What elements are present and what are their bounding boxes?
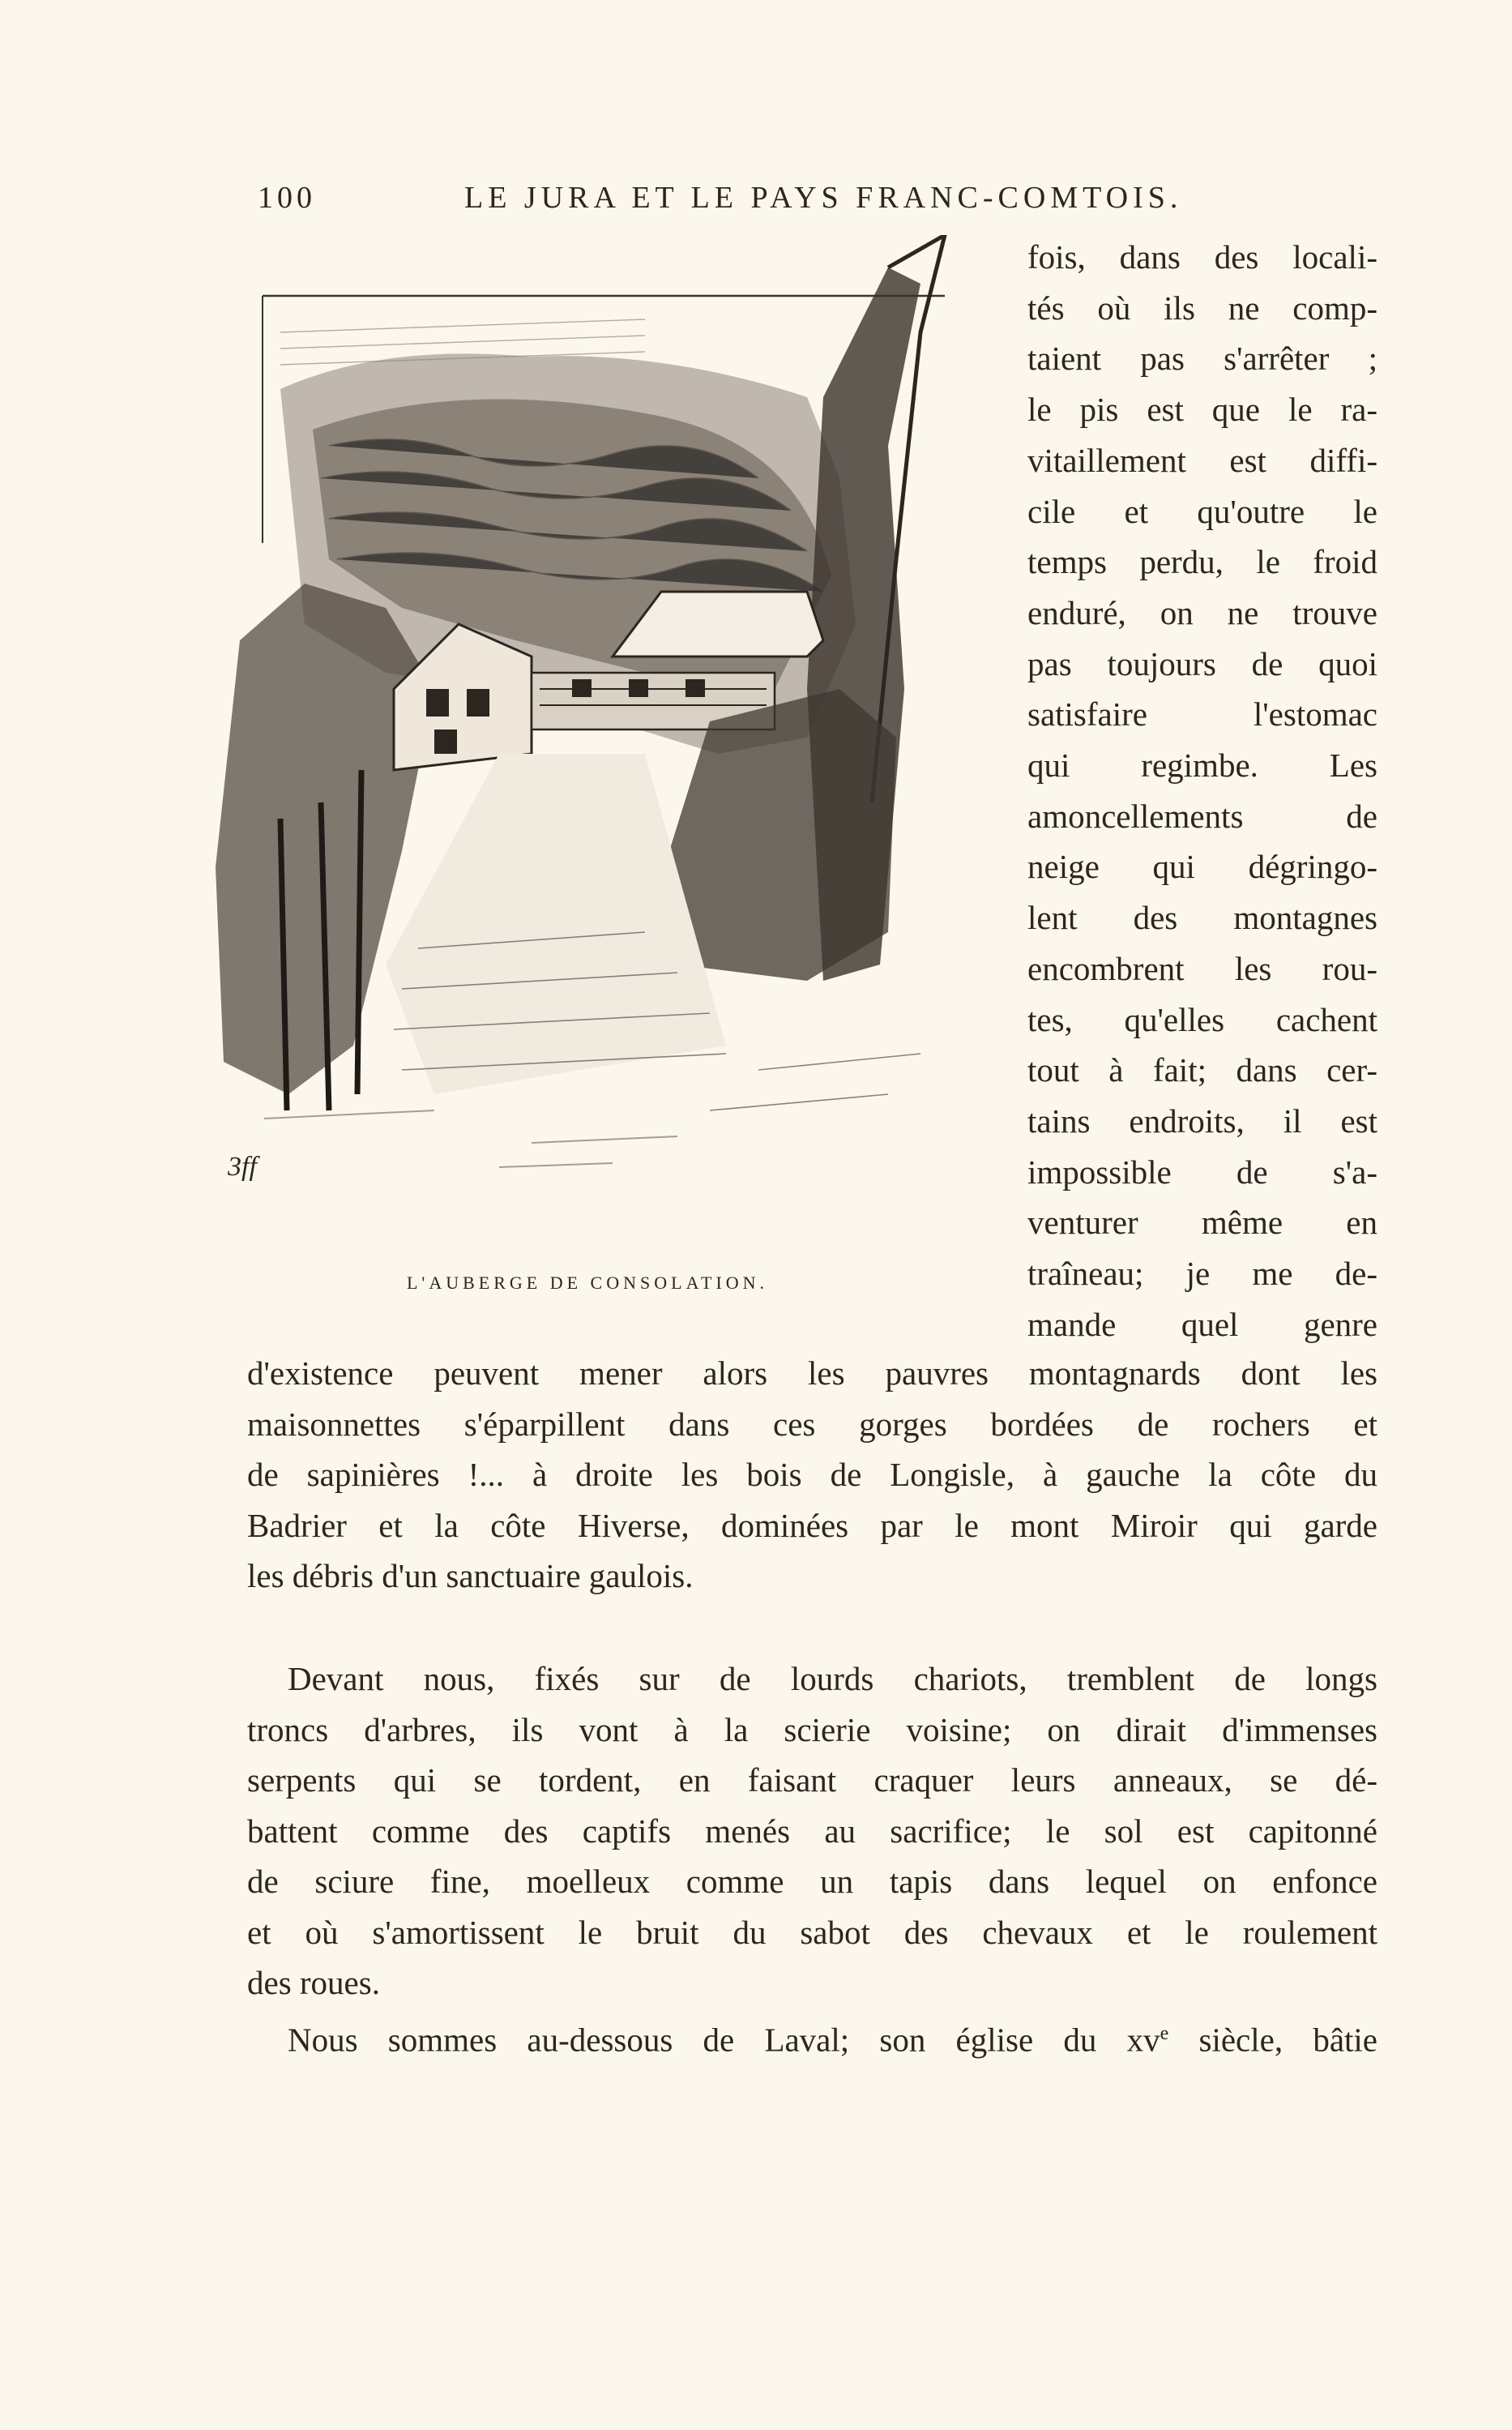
page-number: 100 [258,181,316,215]
text-line: mande quel genre [1027,1305,1377,1343]
text-after-superscript: siècle, bâtie [1168,2021,1377,2059]
text-line: lent des montagnes [1027,899,1377,937]
column-text [1027,232,1377,1350]
text-line: tains endroits, il est [1027,1102,1377,1140]
text-line: maisonnettes s'éparpillent dans ces gorges bordées de rochers et [247,1405,1377,1443]
text-line: taient pas s'arrêter ; [1027,340,1377,378]
illustration-caption: L'AUBERGE DE CONSOLATION. [406,1273,769,1293]
text-line: tés où ils ne comp- [1027,289,1377,327]
text-before-superscript: Nous sommes au-dessous de Laval; son église du xv [288,2021,1160,2059]
text-line: impossible de s'a- [1027,1153,1377,1191]
text-line: satisfaire l'estomac [1027,695,1377,734]
text-line: venturer même en [1027,1204,1377,1242]
artist-signature: 3ff [228,1152,257,1182]
text-line: traîneau; je me de- [1027,1255,1377,1293]
text-line: et où s'amortissent le bruit du sabot des chevaux et le roulement [247,1913,1377,1951]
text-line: de sapinières !... à droite les bois de Longisle, à gauche la côte du [247,1456,1377,1493]
running-head [258,180,1376,225]
paragraph-1 [247,1348,1377,1602]
text-line [247,2009,1377,2065]
text-line: enduré, on ne trouve [1027,593,1377,631]
text-line: les débris d'un sanctuaire gaulois. [247,1557,694,1594]
text-line: amoncellements de [1027,797,1377,835]
text-line: le pis est que le ra- [1027,391,1377,429]
text-line: vitaillement est diffi- [1027,441,1377,479]
text-line: des roues. [247,1964,380,2001]
text-line: pas toujours de quoi [1027,644,1377,682]
text-line: encombrent les rou- [1027,949,1377,987]
text-line: serpents qui se tordent, en faisant craquer leurs anneaux, se dé- [247,1761,1377,1799]
paragraph-3 [247,2009,1377,2065]
superscript: e [1160,2023,1169,2044]
text-line: cile et qu'outre le [1027,492,1377,530]
text-line: Devant nous, fixés sur de lourds chariots, tremblent de longs [288,1660,1377,1697]
text-line: fois, dans des locali- [1027,238,1377,276]
text-line: tes, qu'elles cachent [1027,1000,1377,1038]
paragraph-2 [247,1654,1377,2009]
text-line: d'existence peuvent mener alors les pauvres montagnards dont les [247,1354,1377,1392]
text-line: de sciure fine, moelleux comme un tapis dans lequel on enfonce [247,1863,1377,1900]
text-line: neige qui dégringo- [1027,848,1377,886]
text-line: temps perdu, le froid [1027,543,1377,581]
text-line: tout à fait; dans cer- [1027,1051,1377,1089]
engraving-illustration [191,235,1002,1256]
text-line: qui regimbe. Les [1027,747,1377,785]
running-title: LE JURA ET LE PAYS FRANC-COMTOIS. [464,181,1183,215]
text-line: troncs d'arbres, ils vont à la scierie voisine; on dirait d'immenses [247,1710,1377,1748]
text-line: battent comme des captifs menés au sacrifice; le sol est capitonné [247,1812,1377,1850]
text-line: Badrier et la côte Hiverse, dominées par le mont Miroir qui garde [247,1506,1377,1544]
